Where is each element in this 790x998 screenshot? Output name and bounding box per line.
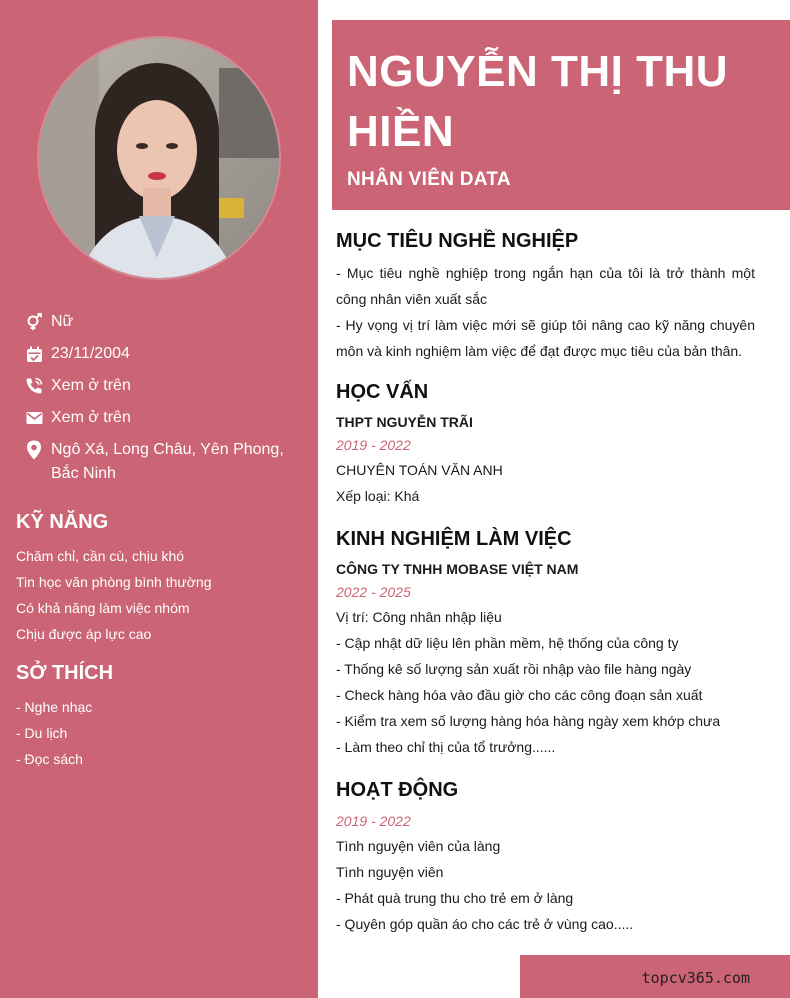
birthday-text: 23/11/2004 [51, 345, 130, 362]
experience-section [336, 526, 755, 760]
hobby-item: - Đọc sách [16, 751, 83, 767]
education-line: CHUYÊN TOÁN VĂN ANH [336, 462, 503, 478]
experience-line: - Cập nhật dữ liệu lên phần mềm, hệ thống của công ty [336, 635, 679, 651]
phone-icon [24, 374, 44, 398]
activities-section [336, 777, 755, 937]
activity-line: - Quyên góp quần áo cho các trẻ ở vùng cao..... [336, 916, 634, 932]
gender-text: Nữ [51, 313, 74, 330]
education-title: HỌC VẤN [336, 381, 429, 403]
education-section [336, 379, 755, 509]
company-name: CÔNG TY TNHH MOBASE VIỆT NAM [336, 561, 579, 577]
education-period: 2019 - 2022 [336, 437, 411, 453]
address-text: Ngô Xá, Long Châu, Yên Phong, Bắc Ninh [51, 441, 284, 482]
contact-list [24, 310, 294, 494]
footer-brand: topcv365.com [641, 969, 750, 987]
location-icon [24, 438, 44, 462]
experience-title: KINH NGHIỆM LÀM VIỆC [336, 528, 572, 550]
skill-item: Chịu được áp lực cao [16, 626, 152, 642]
gender-icon [24, 310, 44, 334]
skill-item: Chăm chỉ, cần cù, chịu khó [16, 548, 185, 564]
contact-email [24, 406, 294, 430]
skill-item: Có khả năng làm việc nhóm [16, 600, 190, 616]
avatar [39, 38, 279, 278]
experience-line: - Check hàng hóa vào đầu giờ cho các công đoạn sản xuất [336, 687, 703, 703]
experience-line: - Làm theo chỉ thị của tổ trưởng...... [336, 739, 556, 755]
email-icon [24, 406, 44, 430]
skills-section [16, 509, 306, 647]
activities-period: 2019 - 2022 [336, 813, 411, 829]
contact-phone [24, 374, 294, 398]
hobby-item: - Du lịch [16, 725, 68, 741]
activity-line: Tình nguyện viên của làng [336, 838, 501, 854]
avatar-photo [39, 38, 279, 278]
experience-period: 2022 - 2025 [336, 584, 411, 600]
header-banner [332, 20, 790, 210]
contact-address [24, 438, 294, 486]
calendar-icon [24, 342, 44, 366]
objective-section [336, 228, 755, 364]
contact-gender [24, 310, 294, 334]
footer-bar [520, 955, 790, 998]
phone-text: Xem ở trên [51, 377, 131, 394]
activity-line: Tình nguyện viên [336, 864, 444, 880]
skill-item: Tin học văn phòng bình thường [16, 574, 212, 590]
email-text: Xem ở trên [51, 409, 131, 426]
objective-title: MỤC TIÊU NGHỀ NGHIỆP [336, 230, 579, 252]
objective-item: - Mục tiêu nghề nghiệp trong ngắn hạn của tôi là trở thành một công nhân viên xuất sắc [336, 265, 755, 307]
hobbies-title: SỞ THÍCH [16, 662, 114, 684]
experience-line: - Thống kê số lượng sản xuất rồi nhập vào file hàng ngày [336, 661, 692, 677]
skills-title: KỸ NĂNG [16, 511, 109, 533]
job-title: NHÂN VIÊN DATA [347, 169, 511, 190]
sidebar [0, 0, 318, 998]
hobbies-section [16, 660, 306, 772]
education-line: Xếp loại: Khá [336, 488, 420, 504]
activities-title: HOẠT ĐỘNG [336, 779, 459, 801]
contact-birthday [24, 342, 294, 366]
experience-line: Vị trí: Công nhân nhập liệu [336, 609, 502, 625]
objective-item: - Hy vọng vị trí làm việc mới sẽ giúp tôi nâng cao kỹ năng chuyên môn và kinh nghiệm làm việc để đạt được mục tiêu của bản thân. [336, 317, 755, 359]
hobby-item: - Nghe nhạc [16, 699, 93, 715]
full-name: NGUYỄN THỊ THU HIỀN [347, 47, 728, 156]
experience-line: - Kiểm tra xem số lượng hàng hóa hàng ngày xem khớp chưa [336, 713, 721, 729]
activity-line: - Phát quà trung thu cho trẻ em ở làng [336, 890, 574, 906]
school-name: THPT NGUYỄN TRÃI [336, 414, 473, 430]
